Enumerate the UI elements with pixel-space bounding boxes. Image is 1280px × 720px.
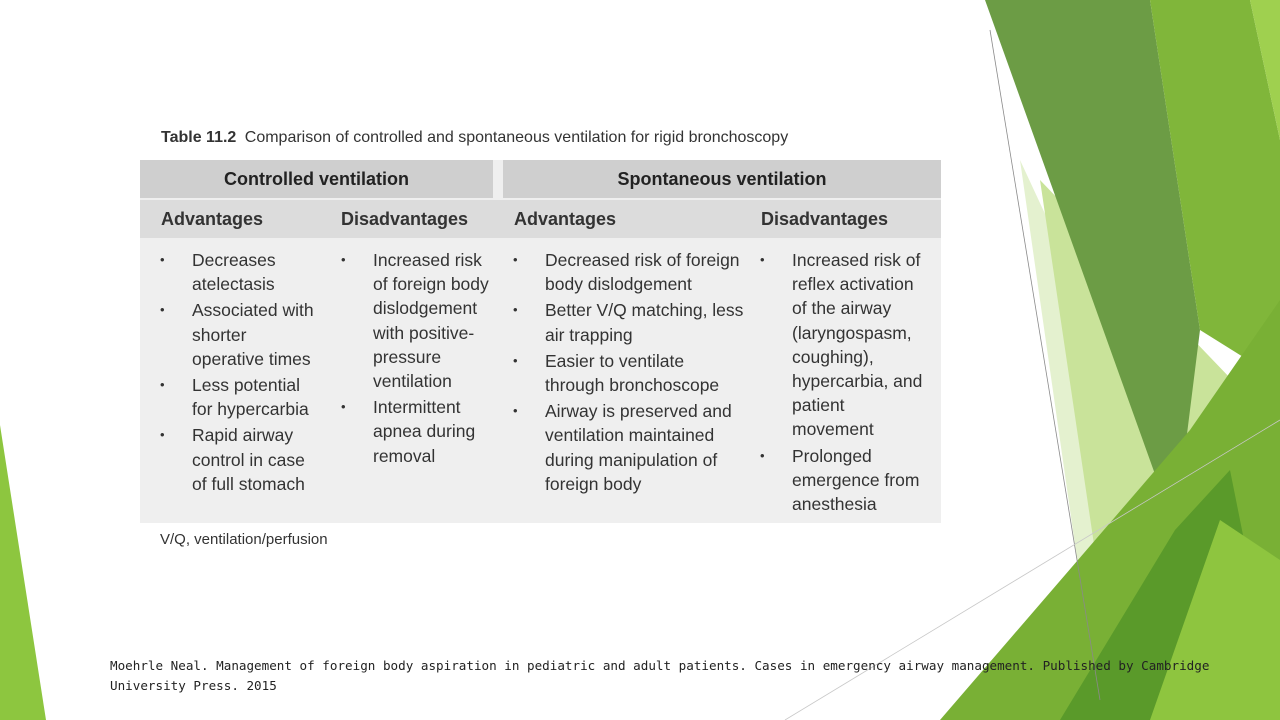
subheader-controlled-disadvantages: Disadvantages <box>341 209 469 229</box>
table-number: Table 11.2 <box>161 129 237 146</box>
column-spontaneous-advantages <box>513 248 745 498</box>
subheader-controlled-advantages: Advantages <box>161 209 264 229</box>
list-item: • Associated with shorter operative times <box>160 298 320 371</box>
list-item: • Less potential for hypercarbia <box>160 373 320 421</box>
subheader-row <box>140 200 941 238</box>
header-spontaneous-ventilation: Spontaneous ventilation <box>503 160 941 198</box>
column-controlled-disadvantages <box>341 248 501 470</box>
list-item: • Easier to ventilate through bronchoscope <box>513 349 745 397</box>
subheader-spontaneous-disadvantages: Disadvantages <box>761 209 889 229</box>
table-title: Comparison of controlled and spontaneous ventilation for rigid bronchoscopy <box>244 129 789 146</box>
table-footnote: V/Q, ventilation/perfusion <box>160 531 328 548</box>
column-controlled-advantages <box>160 248 320 498</box>
list-item: • Decreased risk of foreign body dislodgement <box>513 248 745 296</box>
list-item: • Prolonged emergence from anesthesia <box>760 444 925 517</box>
comparison-table <box>140 160 941 523</box>
table-caption <box>161 129 788 147</box>
subheader-spontaneous-advantages: Advantages <box>514 209 617 229</box>
source-citation: Moehrle Neal. Management of foreign body aspiration in pediatric and adult patients. Cases in emergency airway management. Published by Cambridge University Press. 2015 <box>110 658 1210 693</box>
list-item: • Intermittent apnea during removal <box>341 395 501 468</box>
list-item: • Airway is preserved and ventilation maintained during manipulation of foreign body <box>513 399 745 496</box>
list-item: • Decreases atelectasis <box>160 248 320 296</box>
left-green-triangle <box>0 425 46 720</box>
list-item: • Rapid airway control in case of full stomach <box>160 423 320 496</box>
list-item: • Better V/Q matching, less air trapping <box>513 298 745 346</box>
list-item: • Increased risk of reflex activation of the airway (laryngospasm, coughing), hypercarbia, and patient movement <box>760 248 925 442</box>
header-controlled-ventilation: Controlled ventilation <box>140 160 493 198</box>
list-item: • Increased risk of foreign body dislodgement with positive-pressure ventilation <box>341 248 501 393</box>
column-spontaneous-disadvantages <box>760 248 925 518</box>
